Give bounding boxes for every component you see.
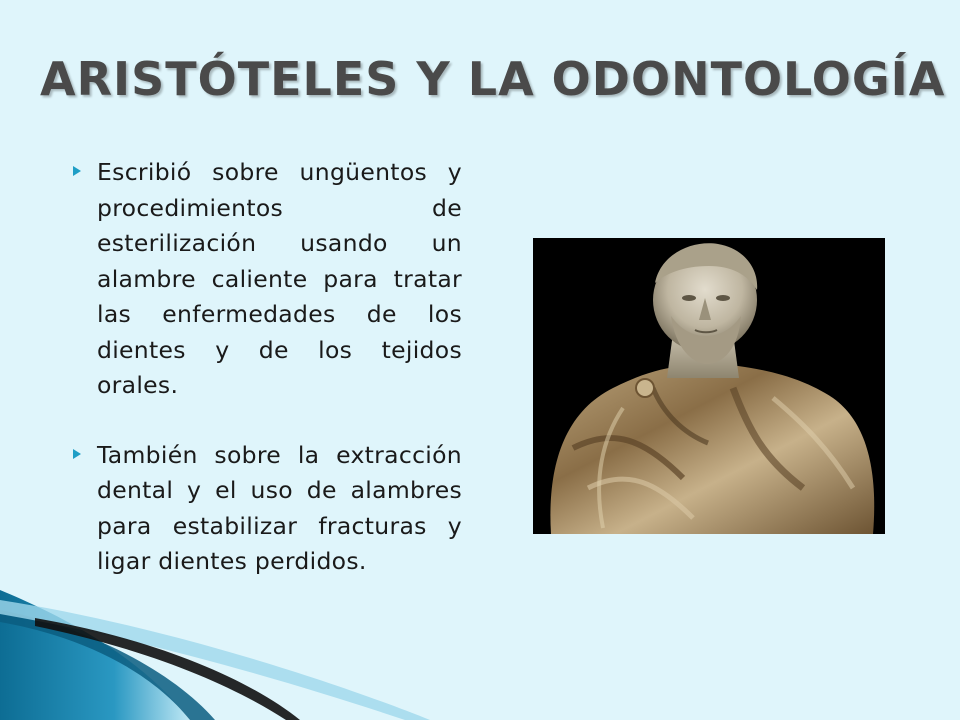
- triangle-bullet-icon: [73, 449, 81, 459]
- slide-title: ARISTÓTELES Y LA ODONTOLOGÍA: [40, 52, 946, 106]
- bust-illustration: [533, 238, 885, 534]
- bullet-list: [70, 155, 462, 614]
- triangle-bullet-icon: [73, 166, 81, 176]
- bullet-item: [70, 155, 462, 404]
- bullet-text: Escribió sobre ungüentos y procedimientos de esterilización usando un alambre caliente para tratar las enfermedades de los dientes y de los tejidos orales.: [97, 158, 462, 399]
- bullet-item: [70, 438, 462, 580]
- bullet-text: También sobre la extracción dental y el uso de alambres para estabilizar fracturas y ligar dientes perdidos.: [97, 440, 462, 575]
- aristotle-bust-photo: [533, 238, 885, 534]
